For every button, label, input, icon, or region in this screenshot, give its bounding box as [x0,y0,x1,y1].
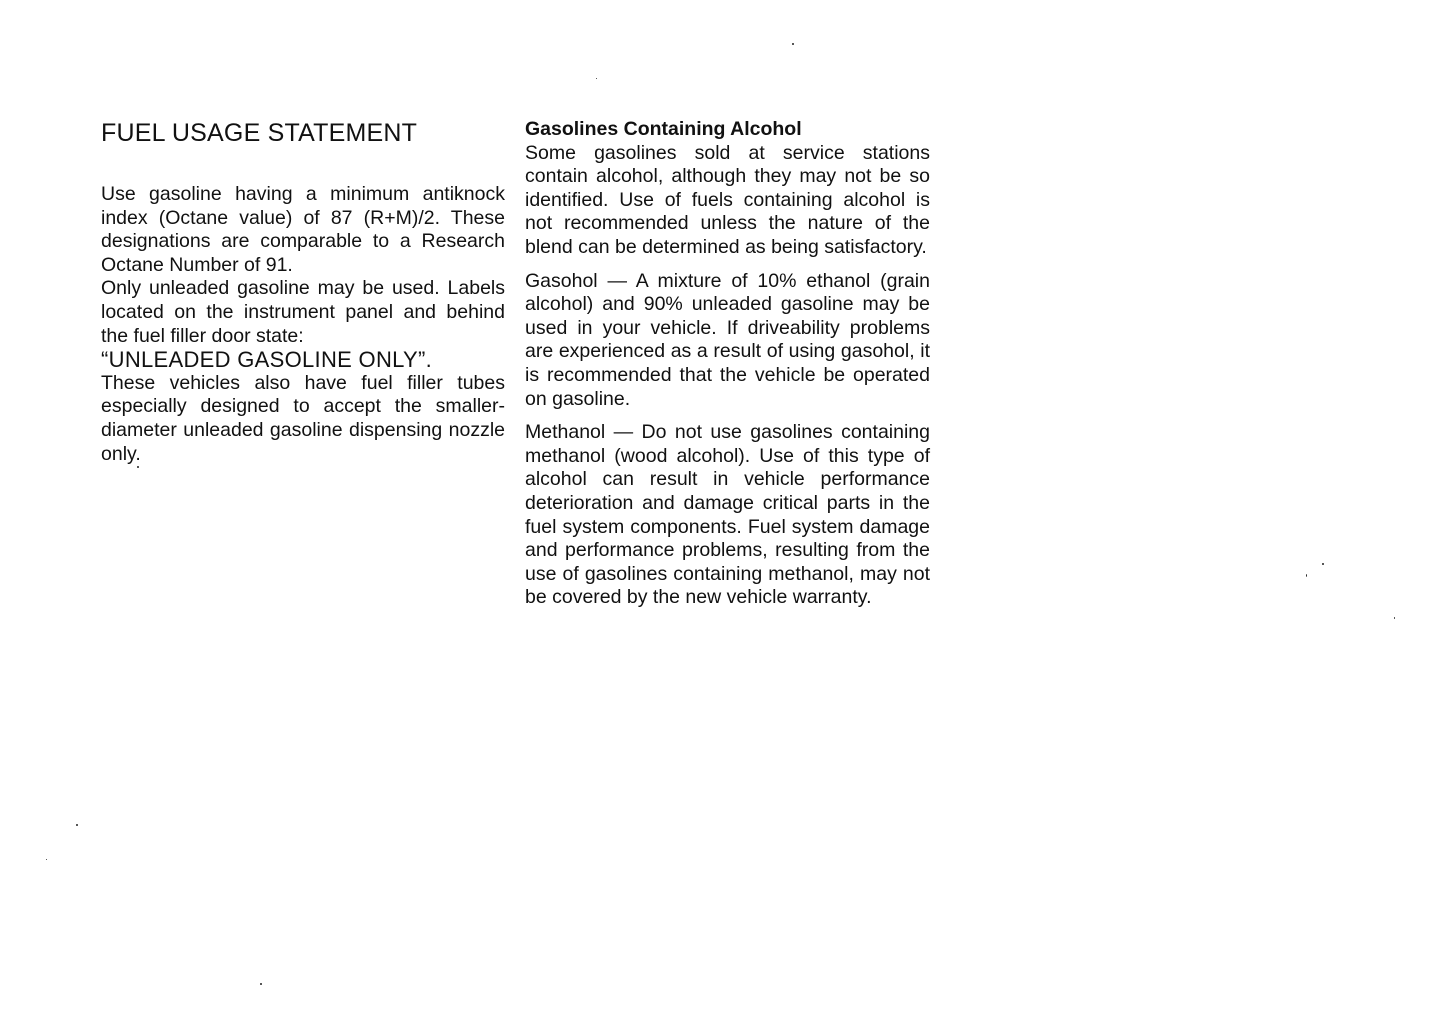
scan-speck [596,78,597,79]
methanol-paragraph: Methanol — Do not use gasolines containing methanol (wood alcohol). Use of this type of alcohol can result in vehicle performance deterioration and damage critical parts in the fuel system components. Fuel system damage and performance problems, resulting from the use of gasolines containing methanol, may not be covered by the new vehicle warranty. [525,421,930,609]
scan-speck [792,43,794,45]
gasohol-paragraph: Gasohol — A mixture of 10% ethanol (grain alcohol) and 90% unleaded gasoline may be used in your vehicle. If driveability problems are experienced as a result of using gasohol, it is recommended that the vehicle be operated on gasoline. [525,269,930,410]
unleaded-paragraph: Only unleaded gasoline may be used. Labels located on the instrument panel and behind the fuel filler door state: [101,277,505,347]
fuel-usage-heading: FUEL USAGE STATEMENT [101,119,418,147]
alcohol-section [525,118,930,610]
unleaded-label-quote: “UNLEADED GASOLINE ONLY”. [101,347,433,373]
alcohol-intro-paragraph: Some gasolines sold at service stations contain alcohol, although they may not be so identified. Use of fuels containing alcohol is not recommended unless the nature of the blend can be determined as being satisfactory. [525,141,930,258]
scan-speck [1394,617,1395,619]
scan-speck [260,983,262,985]
scan-speck [1322,563,1324,565]
fuel-usage-section [101,117,505,466]
scan-speck [46,859,47,860]
alcohol-heading: Gasolines Containing Alcohol [525,118,802,140]
scan-speck [76,824,78,826]
scan-speck [137,466,139,468]
filler-tube-paragraph: These vehicles also have fuel filler tubes especially designed to accept the smaller-diameter unleaded gasoline dispensing nozzle only. [101,371,505,465]
scan-speck [1306,574,1307,577]
octane-paragraph: Use gasoline having a minimum antiknock index (Octane value) of 87 (R+M)/2. These designations are comparable to a Research Octane Number of 91. [101,183,505,276]
